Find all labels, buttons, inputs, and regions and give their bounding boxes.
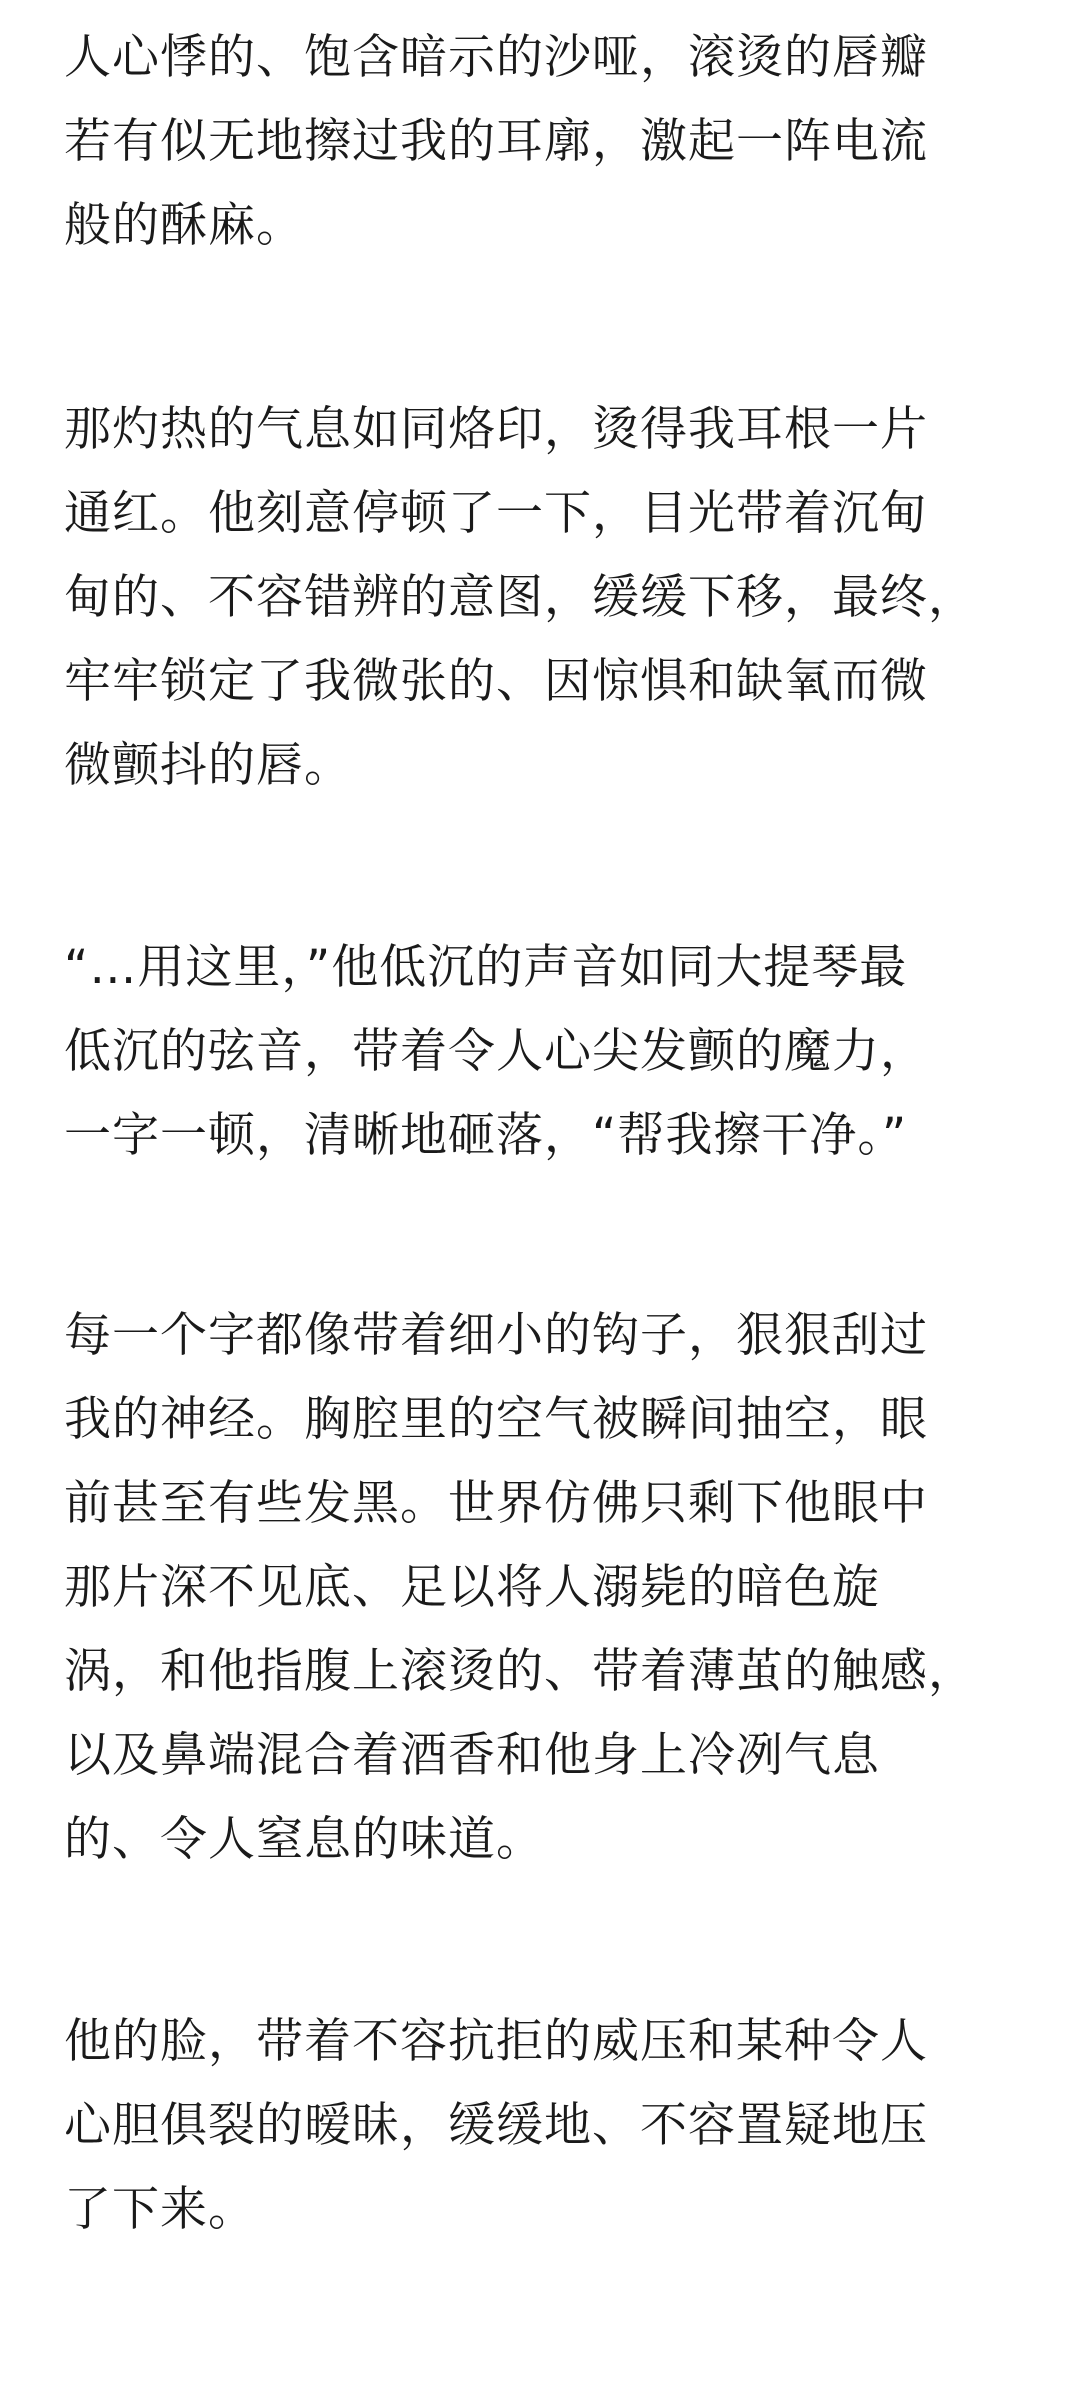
text-line: 前甚至有些发黑。世界仿佛只剩下他眼中 <box>64 1476 928 1531</box>
text-line: 心胆俱裂的暧昧，缓缓地、不容置疑地压 <box>64 2098 928 2153</box>
paragraph-5 <box>64 2000 1014 2252</box>
text-line: 牢牢锁定了我微张的、因惊惧和缺氧而微 <box>64 654 928 709</box>
text-line: 每一个字都像带着细小的钩子，狠狠刮过 <box>64 1308 928 1363</box>
text-line: 以及鼻端混合着酒香和他身上冷冽气息 <box>64 1728 880 1783</box>
text-line: 人心悸的、饱含暗示的沙哑，滚烫的唇瓣 <box>64 30 928 85</box>
text-line: 微颤抖的唇。 <box>64 738 352 793</box>
text-line: 若有似无地擦过我的耳廓，激起一阵电流 <box>64 114 928 169</box>
text-line: 那片深不见底、足以将人溺毙的暗色旋 <box>64 1560 880 1615</box>
text-line: 他的脸，带着不容抗拒的威压和某种令人 <box>64 2014 928 2069</box>
text-line: 般的酥麻。 <box>64 198 304 253</box>
text-line: 那灼热的气息如同烙印，烫得我耳根一片 <box>64 402 928 457</box>
text-line: 我的神经。胸腔里的空气被瞬间抽空，眼 <box>64 1392 928 1447</box>
text-line: 低沉的弦音，带着令人心尖发颤的魔力， <box>64 1024 928 1079</box>
text-line: 甸的、不容错辨的意图，缓缓下移，最终， <box>64 570 976 625</box>
paragraph-4 <box>64 1294 1014 1882</box>
text-line: 涡，和他指腹上滚烫的、带着薄茧的触感， <box>64 1644 976 1699</box>
paragraph-1 <box>64 16 1014 268</box>
text-line: 了下来。 <box>64 2182 256 2237</box>
text-line: 通红。他刻意停顿了一下，目光带着沉甸 <box>64 486 928 541</box>
paragraph-2 <box>64 388 1014 808</box>
text-line: “…用这里，”他低沉的声音如同大提琴最 <box>64 940 908 995</box>
text-line: 的、令人窒息的味道。 <box>64 1812 544 1867</box>
text-line: 一字一顿，清晰地砸落，“帮我擦干净。” <box>64 1108 908 1163</box>
paragraph-3 <box>64 926 1014 1178</box>
